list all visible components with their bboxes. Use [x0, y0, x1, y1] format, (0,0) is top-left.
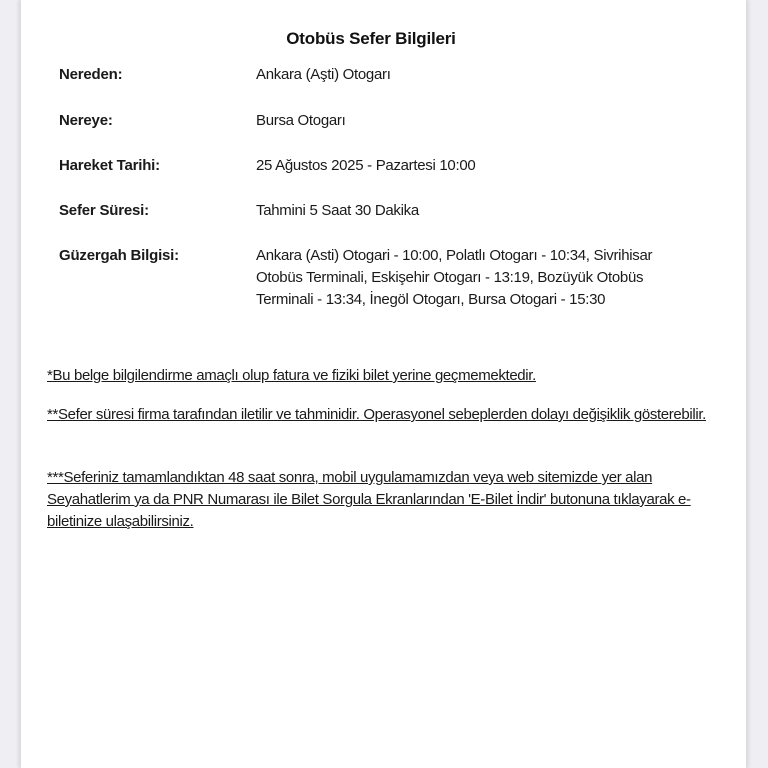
field-value: 25 Ağustos 2025 - Pazartesi 10:00 — [256, 157, 476, 174]
field-label: Sefer Süresi: — [59, 202, 149, 219]
field-label: Güzergah Bilgisi: — [59, 247, 179, 264]
footnote-1: *Bu belge bilgilendirme amaçlı olup fatura ve fiziki bilet yerine geçmemektedir. — [47, 367, 536, 384]
field-value: Ankara (Aşti) Otogarı — [256, 66, 391, 83]
field-value: Ankara (Asti) Otogari - 10:00, Polatlı Otogarı - 10:34, Sivrihisar Otobüs Terminali, Eskişehir Otogarı - 13:19, Bozüyük Otobüs Terminali - 13:34, İnegöl Otogarı, Bursa Otogari - 15:30 — [256, 247, 653, 308]
field-value: Bursa Otogarı — [256, 112, 346, 129]
field-label: Nereden: — [59, 66, 123, 83]
footnote-2: **Sefer süresi firma tarafından iletilir ve tahminidir. Operasyonel sebeplerden dolayı değişiklik gösterebilir. — [47, 406, 706, 423]
document-page — [20, 0, 747, 768]
document-title: Otobüs Sefer Bilgileri — [286, 29, 456, 48]
field-label: Hareket Tarihi: — [59, 157, 160, 174]
field-label: Nereye: — [59, 112, 113, 129]
field-value: Tahmini 5 Saat 30 Dakika — [256, 202, 419, 219]
footnote-3: ***Seferiniz tamamlandıktan 48 saat sonra, mobil uygulamamızdan veya web sitemizde yer alan Seyahatlerim ya da PNR Numarası ile Bilet Sorgula Ekranlarından 'E-Bilet İndir' butonuna tıklayarak e-biletinize ulaşabilirsiniz. — [47, 469, 691, 530]
